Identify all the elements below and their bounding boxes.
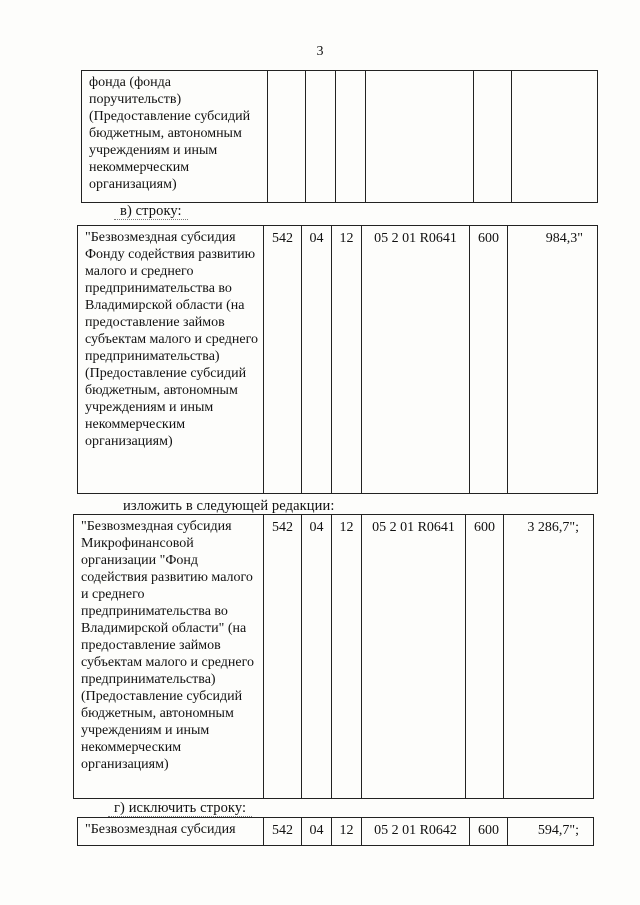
table-row [74, 515, 594, 799]
target-article-code [366, 71, 474, 203]
table-fragment-continuation [81, 70, 598, 203]
ministry-code: 542 [264, 515, 302, 799]
table-row [78, 818, 594, 846]
subsection-code [336, 71, 366, 203]
row-name: "Безвозмездная субсидия [78, 818, 264, 846]
section-code: 04 [302, 818, 332, 846]
table-row [78, 226, 598, 494]
expense-type-code: 600 [470, 226, 508, 494]
section-code: 04 [302, 515, 332, 799]
row-name: фонда (фонда поручительств) (Предоставление субсидий бюджетным, автономным учреждениям и иным некоммерческим организациям) [82, 71, 268, 203]
subsection-code: 12 [332, 818, 362, 846]
row-name: "Безвозмездная субсидия Микрофинансовой организации "Фонд содействия развитию малого и среднего предпринимательства во Владимирской области" (на предоставление займов субъектам малого и среднего предпринимательства) (Предоставление субсидий бюджетным, автономным учреждениям и иным некоммерческим организациям) [74, 515, 264, 799]
table-row-new-edition [73, 514, 594, 799]
subsection-code: 12 [332, 515, 362, 799]
section-code: 04 [302, 226, 332, 494]
table-row [82, 71, 598, 203]
table-row-to-remove [77, 817, 594, 846]
ministry-code: 542 [264, 226, 302, 494]
ministry-code [268, 71, 306, 203]
page-number: 3 [316, 44, 324, 59]
ministry-code: 542 [264, 818, 302, 846]
caption-new-edition: изложить в следующей редакции: [123, 498, 335, 514]
row-name: "Безвозмездная субсидия Фонду содействия развитию малого и среднего предпринимательства во Владимирской области (на предоставление займов субъектам малого и среднего предпринимательства) (Предоставление субсидий бюджетным, автономным учреждениям и иным некоммерческим организациям) [78, 226, 264, 494]
caption-g-remove-row: г) исключить строку: [114, 800, 247, 816]
subsection-code: 12 [332, 226, 362, 494]
amount [512, 71, 598, 203]
caption-v-row: в) строку: [120, 203, 182, 219]
expense-type-code: 600 [466, 515, 504, 799]
section-code [306, 71, 336, 203]
expense-type-code: 600 [470, 818, 508, 846]
target-article-code: 05 2 01 R0641 [362, 226, 470, 494]
target-article-code: 05 2 01 R0641 [362, 515, 466, 799]
amount: 594,7"; [508, 818, 594, 846]
amount: 984,3" [508, 226, 598, 494]
table-row-to-replace [77, 225, 598, 494]
amount: 3 286,7"; [504, 515, 594, 799]
target-article-code: 05 2 01 R0642 [362, 818, 470, 846]
expense-type-code [474, 71, 512, 203]
